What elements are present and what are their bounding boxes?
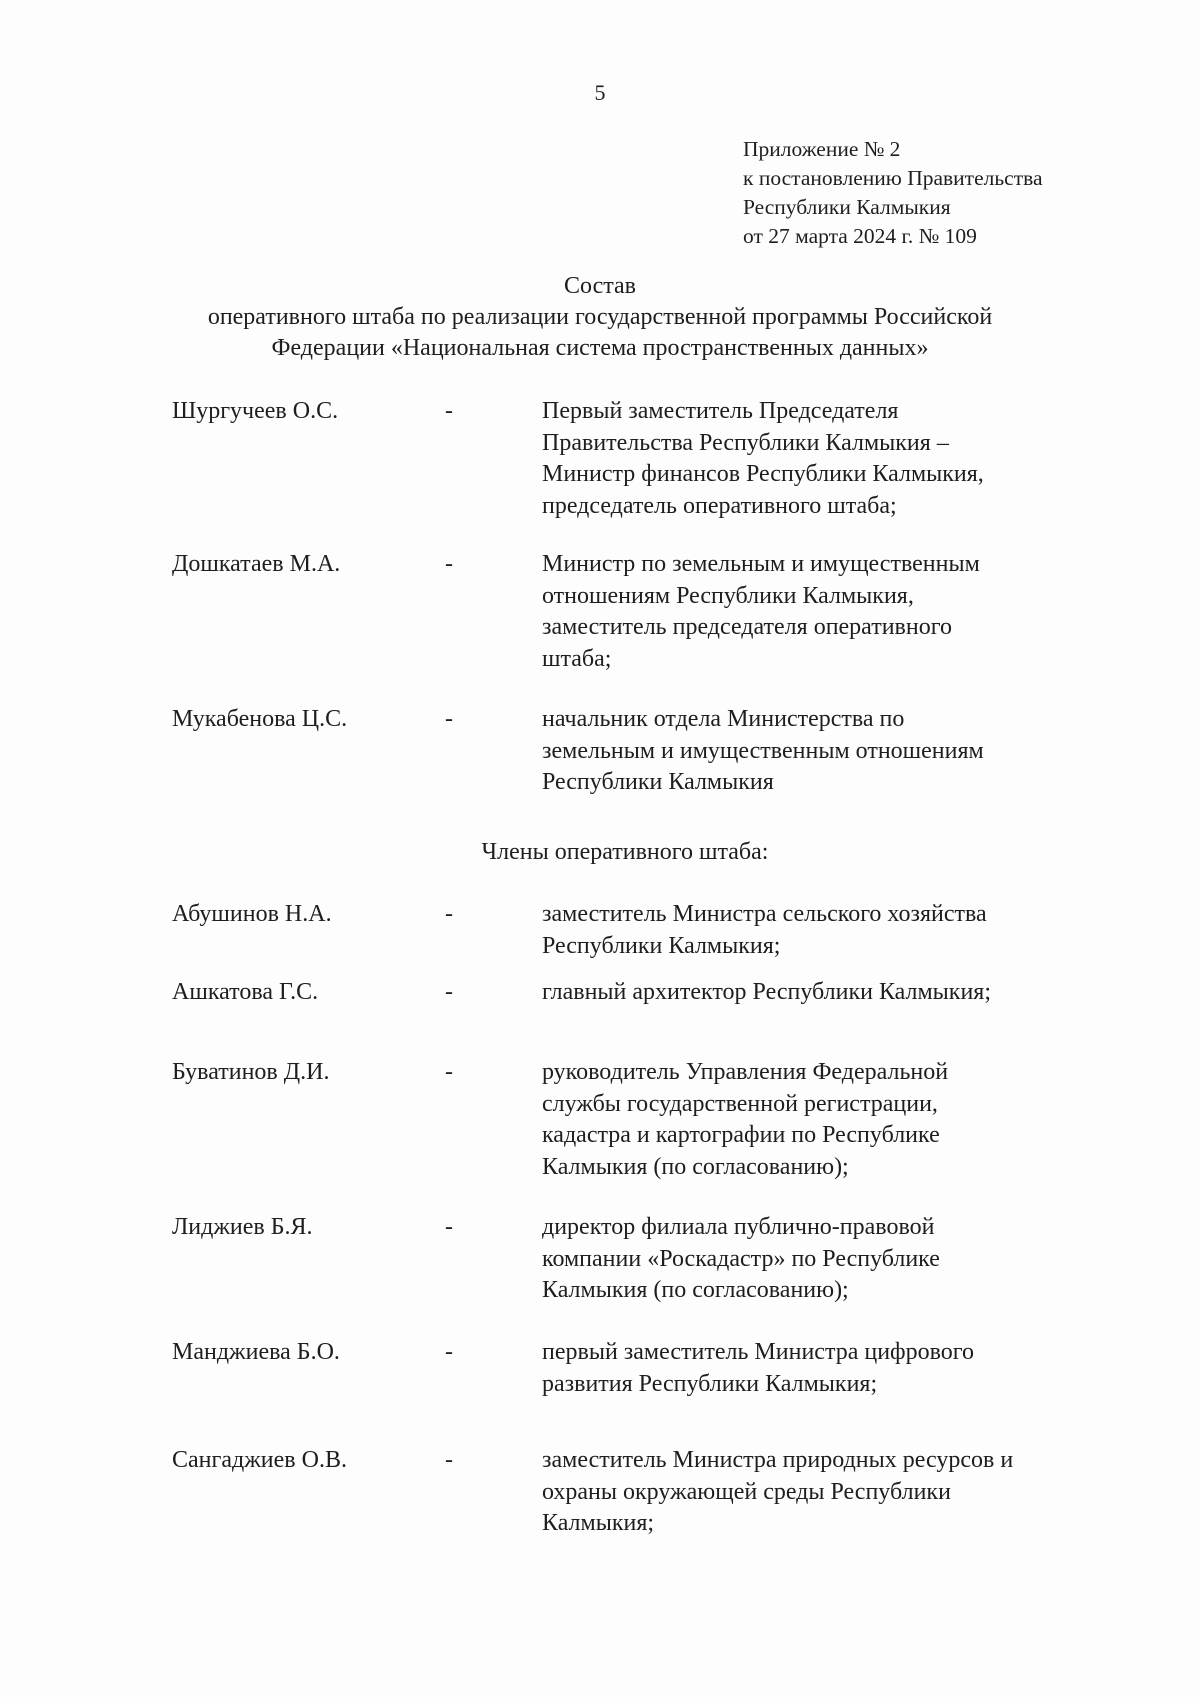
person-role [542, 977, 1102, 1009]
role-line: председатель оперативного штаба; [542, 492, 897, 519]
role-line: развития Республики Калмыкия; [542, 1370, 878, 1397]
appendix-block [743, 135, 1043, 251]
role-line: земельным и имущественным отношениям [542, 737, 984, 764]
role-line: начальник отдела Министерства по [542, 706, 905, 732]
page-number: 5 [594, 80, 606, 105]
role-line: Правительства Республики Калмыкия – [542, 429, 949, 456]
person-role [542, 899, 1102, 962]
role-line: Калмыкия; [542, 1510, 655, 1536]
role-line: службы государственной регистрации, [542, 1090, 938, 1117]
title-line: Состав [563, 273, 637, 299]
dash-separator: - [445, 398, 453, 424]
members-heading: Члены оперативного штаба: [481, 839, 769, 865]
person-role [542, 1445, 1102, 1540]
role-line: заместитель Министра сельского хозяйства [542, 901, 987, 927]
role-line: главный архитектор Республики Калмыкия; [542, 979, 992, 1005]
appendix-line: от 27 марта 2024 г. № 109 [743, 224, 977, 248]
role-line: Республики Калмыкия; [542, 932, 781, 959]
person-name: Дошкатаев М.А. [172, 551, 341, 577]
person-name: Манджиева Б.О. [172, 1339, 340, 1365]
dash-separator: - [445, 979, 453, 1005]
person-name: Сангаджиев О.В. [172, 1447, 347, 1473]
person-name: Ашкатова Г.С. [172, 979, 319, 1005]
person-name: Абушинов Н.А. [172, 901, 332, 927]
role-line: штаба; [542, 645, 612, 672]
dash-separator: - [445, 551, 453, 577]
role-line: руководитель Управления Федеральной [542, 1059, 949, 1085]
role-line: Республики Калмыкия [542, 769, 774, 795]
appendix-line: Республики Калмыкия [743, 195, 951, 219]
role-line: кадастра и картографии по Республике [542, 1122, 940, 1148]
role-line: первый заместитель Министра цифрового [542, 1339, 975, 1365]
person-role [542, 549, 1102, 675]
dash-separator: - [445, 901, 453, 927]
role-line: охраны окружающей среды Республики [542, 1478, 951, 1505]
person-role [542, 396, 1102, 522]
person-name: Мукабенова Ц.С. [172, 706, 348, 732]
role-line: Министр финансов Республики Калмыкия, [542, 461, 984, 487]
person-name: Шургучеев О.С. [172, 398, 339, 424]
role-line: заместитель председателя оперативного [542, 614, 952, 640]
person-role [542, 704, 1102, 799]
role-line: отношениям Республики Калмыкия, [542, 582, 914, 609]
role-line: Калмыкия (по согласованию); [542, 1153, 849, 1180]
role-line: директор филиала публично-правовой [542, 1214, 935, 1240]
person-name: Лиджиев Б.Я. [172, 1214, 313, 1240]
appendix-line: Приложение № 2 [743, 137, 901, 161]
dash-separator: - [445, 706, 453, 732]
role-line: Калмыкия (по согласованию); [542, 1277, 849, 1303]
role-line: заместитель Министра природных ресурсов и [542, 1447, 1014, 1473]
person-role [542, 1212, 1102, 1307]
dash-separator: - [445, 1339, 453, 1365]
title-line: оперативного штаба по реализации государственной программы Российской [207, 304, 993, 330]
document-title [0, 271, 1200, 364]
person-role [542, 1337, 1102, 1400]
person-role [542, 1057, 1102, 1183]
person-name: Буватинов Д.И. [172, 1059, 330, 1085]
dash-separator: - [445, 1214, 453, 1240]
dash-separator: - [445, 1059, 453, 1085]
dash-separator: - [445, 1447, 453, 1473]
title-line: Федерации «Национальная система пространственных данных» [271, 335, 929, 361]
role-line: компании «Роскадастр» по Республике [542, 1245, 940, 1272]
role-line: Первый заместитель Председателя [542, 398, 899, 424]
appendix-line: к постановлению Правительства [743, 166, 1043, 190]
role-line: Министр по земельным и имущественным [542, 551, 980, 577]
